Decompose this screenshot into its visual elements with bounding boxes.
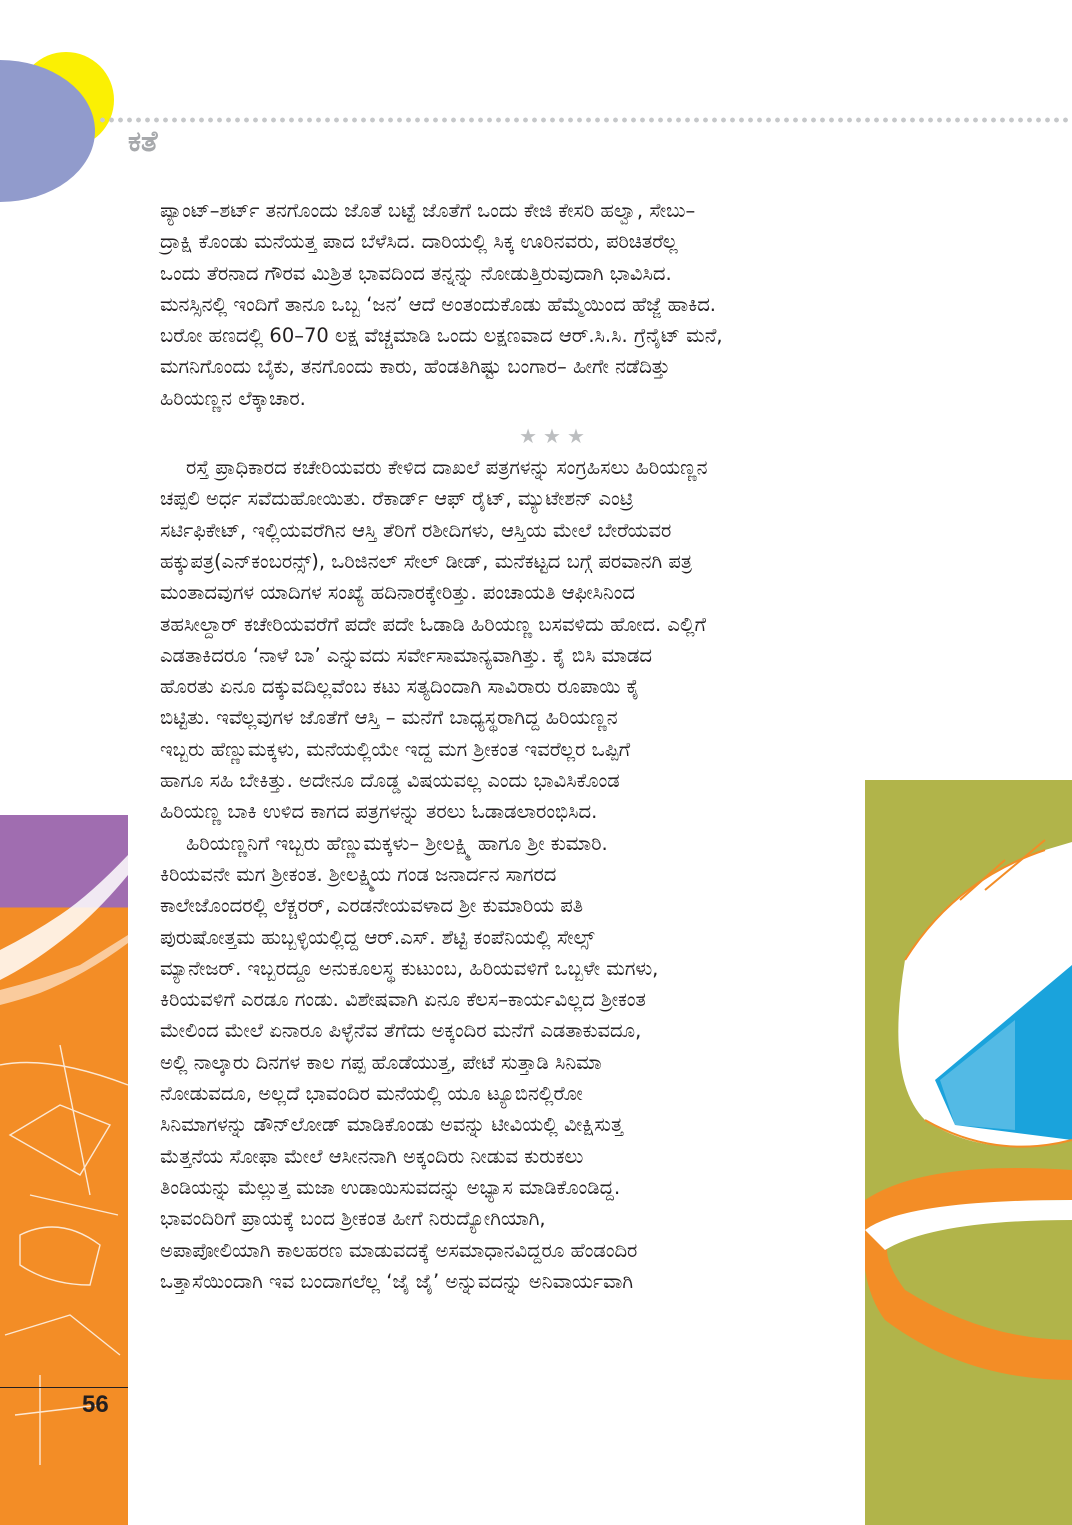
text-line: ತಿಂಡಿಯನ್ನು ಮೆಲ್ಲುತ್ತ ಮಜಾ ಉಡಾಯಿಸುವದನ್ನು ಅಭ್ಯಾಸ ಮಾಡಿಕೊಂಡಿದ್ದ. (160, 1175, 621, 1199)
right-illustration (865, 780, 1072, 1525)
text-line: ಹಿರಿಯಣ್ಣನ ಲೆಕ್ಕಾಚಾರ. (160, 386, 306, 410)
paragraph-1 (160, 195, 950, 414)
paragraph-2 (160, 452, 950, 828)
story-text (160, 195, 950, 1297)
text-line: ಇಬ್ಬರು ಹೆಣ್ಣುಮಕ್ಕಳು, ಮನೆಯಲ್ಲಿಯೇ ಇದ್ದ ಮಗ ಶ್ರೀಕಂತ ಇವರೆಲ್ಲರ ಒಪ್ಪಿಗೆ (160, 737, 631, 761)
left-illustration (0, 815, 128, 1525)
text-line: ಮೆತ್ತನೆಯ ಸೋಫಾ ಮೇಲೆ ಆಸೀನನಾಗಿ ಅಕ್ಕಂದಿರು ನೀಡುವ ಕುರುಕಲು (160, 1144, 584, 1168)
text-line: ಒತ್ತಾಸೆಯಿಂದಾಗಿ ಇವ ಬಂದಾಗಲೆಲ್ಲ ‘ಜೈ ಜೈ’ ಅನ್ನುವದನ್ನು ಅನಿವಾರ್ಯವಾಗಿ (160, 1269, 634, 1293)
text-line: ಬಿಟ್ಟಿತು. ಇವೆಲ್ಲವುಗಳ ಜೊತೆಗೆ ಆಸ್ತಿ – ಮನೆಗೆ ಬಾಧ್ಯಸ್ಥರಾಗಿದ್ದ ಹಿರಿಯಣ್ಣನ (160, 706, 618, 730)
text-line: ಪ್ಯಾಂಟ್–ಶರ್ಟ್ ತನಗೊಂದು ಜೊತೆ ಬಟ್ಟೆ ಜೊತೆಗೆ ಒಂದು ಕೇಜಿ ಕೇಸರಿ ಹಲ್ವಾ, ಸೇಬು– (160, 199, 696, 222)
text-line: ಭಾವಂದಿರಿಗೆ ಪ್ರಾಯಕ್ಕೆ ಬಂದ ಶ್ರೀಕಂತ ಹೀಗೆ ನಿರುದ್ಯೋಗಿಯಾಗಿ, (160, 1207, 546, 1231)
text-line: ಸರ್ಟಿಫಿಕೇಟ್, ಇಲ್ಲಿಯವರೆಗಿನ ಆಸ್ತಿ ತೆರಿಗೆ ರಶೀದಿಗಳು, ಆಸ್ತಿಯ ಮೇಲೆ ಬೇರೆಯವರ (160, 518, 672, 542)
text-line: ಮೇಲಿಂದ ಮೇಲೆ ಏನಾರೂ ಪಿಳ್ಳೆನೆವ ತೆಗೆದು ಅಕ್ಕಂದಿರ ಮನೆಗೆ ಎಡತಾಕುವದೂ, (160, 1019, 642, 1043)
text-line: ತಹಸೀಲ್ದಾರ್ ಕಚೇರಿಯವರೆಗೆ ಪದೇ ಪದೇ ಓಡಾಡಿ ಹಿರಿಯಣ್ಣ ಬಸವಳಿದು ಹೋದ. ಎಲ್ಲಿಗೆ (160, 612, 707, 636)
text-line: ಹೊರತು ಏನೂ ದಕ್ಕುವದಿಲ್ಲವೆಂಬ ಕಟು ಸತ್ಯದಿಂದಾಗಿ ಸಾವಿರಾರು ರೂಪಾಯಿ ಕೈ (160, 675, 640, 699)
text-line: ಹಕ್ಕುಪತ್ರ(ಎನ್‌ಕಂಬರನ್ಸ್), ಒರಿಜಿನಲ್ ಸೇಲ್ ಡೀಡ್, ಮನೆಕಟ್ಟದ ಬಗ್ಗೆ ಪರವಾನಗಿ ಪತ್ರ (160, 549, 692, 573)
text-line: ಮ್ಯಾನೇಜರ್. ಇಬ್ಬರದ್ದೂ ಅನುಕೂಲಸ್ಥ ಕುಟುಂಬ, ಹಿರಿಯವಳಿಗೆ ಒಬ್ಬಳೇ ಮಗಳು, (160, 956, 659, 980)
section-separator: ★★★ (519, 424, 591, 449)
paragraph-3 (160, 828, 950, 1297)
page-rule (0, 1387, 128, 1388)
text-line: ಕಾಲೇಜೊಂದರಲ್ಲಿ ಲೆಕ್ಚರರ್, ಎರಡನೇಯವಳಾದ ಶ್ರೀ ಕುಮಾರಿಯ ಪತಿ (160, 894, 584, 918)
text-line: ಹಾಗೂ ಸಹಿ ಬೇಕಿತ್ತು. ಅದೇನೂ ದೊಡ್ಡ ವಿಷಯವಲ್ಲ ಎಂದು ಭಾವಿಸಿಕೊಂಡ (160, 769, 620, 793)
text-line: ಮಗನಿಗೊಂದು ಬೈಕು, ತನಗೊಂದು ಕಾರು, ಹೆಂಡತಿಗಿಷ್ಟು ಬಂಗಾರ– ಹೀಗೇ ನಡೆದಿತ್ತು (160, 355, 670, 379)
text-line: ಅಲ್ಲಿ ನಾಲ್ಕಾರು ದಿನಗಳ ಕಾಲ ಗಪ್ಪ ಹೊಡೆಯುತ್ತ, ಪೇಟೆ ಸುತ್ತಾಡಿ ಸಿನಿಮಾ (160, 1050, 602, 1074)
text-line: ರಸ್ತೆ ಪ್ರಾಧಿಕಾರದ ಕಚೇರಿಯವರು ಕೇಳಿದ ದಾಖಲೆ ಪತ್ರಗಳನ್ನು ಸಂಗ್ರಹಿಸಲು ಹಿರಿಯಣ್ಣನ (186, 456, 708, 480)
section-label: ಕತೆ (128, 124, 158, 158)
text-line: ಎಡತಾಕಿದರೂ ‘ನಾಳೆ ಬಾ’ ಎನ್ನುವದು ಸರ್ವೇಸಾಮಾನ್ಯವಾಗಿತ್ತು. ಕೈ ಬಿಸಿ ಮಾಡದ (160, 643, 652, 667)
text-line: ಅಪಾಪೋಲಿಯಾಗಿ ಕಾಲಹರಣ ಮಾಡುವದಕ್ಕೆ ಅಸಮಾಧಾನವಿದ್ದರೂ ಹೆಂಡಂದಿರ (160, 1238, 638, 1262)
text-line: ನೋಡುವದೂ, ಅಲ್ಲದೆ ಭಾವಂದಿರ ಮನೆಯಲ್ಲಿ ಯೂ ಟ್ಯೂಬಿನಲ್ಲಿರೋ (160, 1082, 583, 1106)
text-line: ಕಿರಿಯವನೇ ಮಗ ಶ್ರೀಕಂತ. ಶ್ರೀಲಕ್ಷ್ಮಿಯ ಗಂಡ ಜನಾರ್ದನ ಸಾಗರದ (160, 862, 557, 886)
text-line: ಹಿರಿಯಣ್ಣನಿಗೆ ಇಬ್ಬರು ಹೆಣ್ಣುಮಕ್ಕಳು– ಶ್ರೀಲಕ್ಷ್ಮಿ ಹಾಗೂ ಶ್ರೀ ಕುಮಾರಿ. (186, 831, 608, 855)
text-line: ಹಿರಿಯಣ್ಣ ಬಾಕಿ ಉಳಿದ ಕಾಗದ ಪತ್ರಗಳನ್ನು ತರಲು ಓಡಾಡಲಾರಂಭಿಸಿದ. (160, 800, 598, 824)
text-line: ಮಂತಾದವುಗಳ ಯಾದಿಗಳ ಸಂಖ್ಯೆ ಹದಿನಾರಕ್ಕೇರಿತ್ತು. ಪಂಚಾಯತಿ ಆಫೀಸಿನಿಂದ (160, 581, 636, 605)
text-line: ಸಿನಿಮಾಗಳನ್ನು ಡೌನ್‌ಲೋಡ್ ಮಾಡಿಕೊಂಡು ಅವನ್ನು ಟೀವಿಯಲ್ಲಿ ವೀಕ್ಷಿಸುತ್ತ (160, 1113, 623, 1137)
text-line: ಚಪ್ಪಲಿ ಅರ್ಧ ಸವೆದುಹೋಯಿತು. ರೆಕಾರ್ಡ್ ಆಫ್ ರೈಟ್, ಮ್ಯುಟೇಶನ್ ಎಂಟ್ರಿ (160, 487, 634, 511)
text-line: ಪುರುಷೋತ್ತಮ ಹುಬ್ಬಳ್ಳಿಯಲ್ಲಿದ್ದ ಆರ್.ಎಸ್. ಶೆಟ್ಟಿ ಕಂಪೆನಿಯಲ್ಲಿ ಸೇಲ್ಸ್ (160, 925, 595, 949)
text-line: ಒಂದು ತೆರನಾದ ಗೌರವ ಮಿಶ್ರಿತ ಭಾವದಿಂದ ತನ್ನನ್ನು ನೋಡುತ್ತಿರುವುದಾಗಿ ಭಾವಿಸಿದ. (160, 261, 672, 285)
abstract-shapes-right (865, 780, 1072, 1525)
text-line: ಮನಸ್ಸಿನಲ್ಲಿ ಇಂದಿಗೆ ತಾನೂ ಒಬ್ಬ ‘ಜನ’ ಆದೆ ಅಂತಂದುಕೊಡು ಹೆಮ್ಮೆಯಿಂದ ಹೆಜ್ಜೆ ಹಾಕಿದ. (160, 292, 716, 316)
text-line: ಕಿರಿಯವಳಿಗೆ ಎರಡೂ ಗಂಡು. ವಿಶೇಷವಾಗಿ ಏನೂ ಕೆಲಸ–ಕಾರ್ಯವಿಲ್ಲದ ಶ್ರೀಕಂತ (160, 988, 646, 1012)
dotted-rule (98, 117, 1072, 123)
sketch-lines-left (0, 815, 128, 1525)
text-line: ದ್ರಾಕ್ಷಿ ಕೊಂಡು ಮನೆಯತ್ತ ಪಾದ ಬೆಳೆಸಿದ. ದಾರಿಯಲ್ಲಿ ಸಿಕ್ಕ ಊರಿನವರು, ಪರಿಚಿತರೆಲ್ಲ (160, 230, 678, 254)
text-line: ಬರೋ ಹಣದಲ್ಲಿ 60–70 ಲಕ್ಷ ವೆಚ್ಚಮಾಡಿ ಒಂದು ಲಕ್ಷಣವಾದ ಆರ್.ಸಿ.ಸಿ. ಗ್ರೆನೈಟ್ ಮನೆ, (160, 324, 723, 348)
page-number: 56 (82, 1391, 109, 1418)
